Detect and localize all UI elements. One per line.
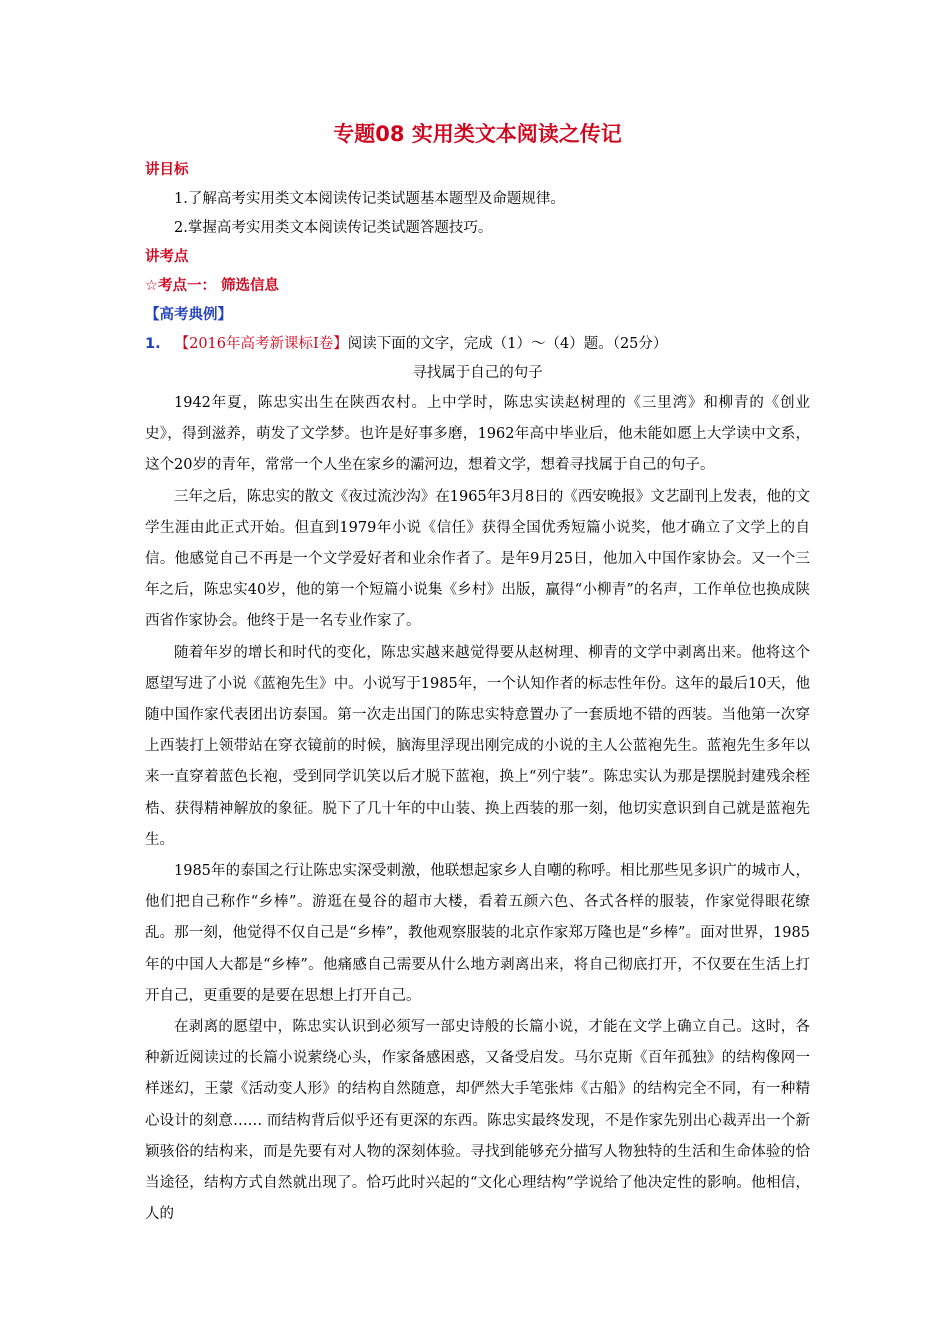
question-source: 【2016年高考新课标Ⅰ卷】: [174, 336, 348, 352]
document-title: 专题08 实用类文本阅读之传记: [333, 122, 622, 146]
article-paragraph-1: 1942年夏，陈忠实出生在陕西农村。上中学时，陈忠实读赵树理的《三里湾》和柳青的《创业史》，得到滋养，萌发了文学梦。也许是好事多磨，1962年高中毕业后，他未能如愿上大学读中文系，这个20岁的青年，常常一个人坐在家乡的灞河边，想着文学，想着寻找属于自己的句子。: [145, 395, 810, 474]
article-paragraph-5: 在剥离的愿望中，陈忠实认识到必须写一部史诗般的长篇小说，才能在文学上确立自己。这时，各种新近阅读过的长篇小说萦绕心头，作家备感困惑，又备受启发。马尔克斯《百年孤独》的结构像网一样迷幻，王蒙《活动变人形》的结构自然随意，却俨然大手笔张炜《古船》的结构完全不同，有一种精心设计的刻意…… 而结构背后似乎还有更深的东西。陈忠实最终发现，不是作家先别出心裁弄出一个新颖骇俗的结构来，而是先要有对人物的深刻体验。寻找到能够充分描写人物独特的生活和生命体验的恰当途径，结构方式自然就出现了。恰巧此时兴起的“文化心理结构”学说给了他决定性的影响。他相信，人的: [145, 1019, 810, 1223]
goal-item-2: 2.掌握高考实用类文本阅读传记类试题答题技巧。: [174, 220, 493, 236]
point-one-heading: ☆考点一： 筛选信息: [145, 278, 280, 294]
points-heading: 讲考点: [145, 249, 189, 265]
goals-heading: 讲目标: [145, 162, 189, 178]
question-prompt: 阅读下面的文字，完成（1）～（4）题。（25分）: [347, 336, 668, 352]
question-number: 1.: [145, 336, 161, 352]
article-paragraph-3: 随着年岁的增长和时代的变化，陈忠实越来越觉得要从赵树理、柳青的文学中剥离出来。他将这个愿望写进了小说《蓝袍先生》中。小说写于1985年，一个认知作者的标志性年份。这年的最后10天，他随中国作家代表团出访泰国。第一次走出国门的陈忠实特意置办了一套质地不错的西装。当他第一次穿上西装打上领带站在穿衣镜前的时候，脑海里浮现出刚完成的小说的主人公蓝袍先生。蓝袍先生多年以来一直穿着蓝色长袍，受到同学讥笑以后才脱下蓝袍，换上“列宁装”。陈忠实认为那是摆脱封建残余桎梏、获得精神解放的象征。脱下了几十年的中山装、换上西装的那一刻，他切实意识到自己就是蓝袍先生。: [145, 644, 810, 848]
article-title: 寻找属于自己的句子: [412, 365, 543, 381]
article-paragraph-2: 三年之后，陈忠实的散文《夜过流沙沟》在1965年3月8日的《西安晚报》文艺副刊上发表，他的文学生涯由此正式开始。但直到1979年小说《信任》获得全国优秀短篇小说奖，他才确立了文学上的自信。他感觉自己不再是一个文学爱好者和业余作者了。是年9月25日，他加入中国作家协会。又一个三年之后，陈忠实40岁，他的第一个短篇小说集《乡村》出版，赢得“小柳青”的名声，工作单位也换成陕西省作家协会。他终于是一名专业作家了。: [145, 488, 810, 630]
example-heading: 【高考典例】: [145, 307, 232, 323]
question-line: [145, 330, 810, 359]
goal-item-1: 1.了解高考实用类文本阅读传记类试题基本题型及命题规律。: [174, 191, 565, 207]
article-paragraph-4: 1985年的泰国之行让陈忠实深受刺激，他联想起家乡人自嘲的称呼。相比那些见多识广的城市人，他们把自己称作“乡棒”。游逛在曼谷的超市大楼，看着五颜六色、各式各样的服装，作家觉得眼花缭乱。那一刻，他觉得不仅自己是“乡棒”，教他观察服装的北京作家郑万隆也是“乡棒”。面对世界，1985年的中国人大都是“乡棒”。他痛感自己需要从什么地方剥离出来，将自己彻底打开，不仅要在生活上打开自己，更重要的是要在思想上打开自己。: [145, 863, 810, 1004]
